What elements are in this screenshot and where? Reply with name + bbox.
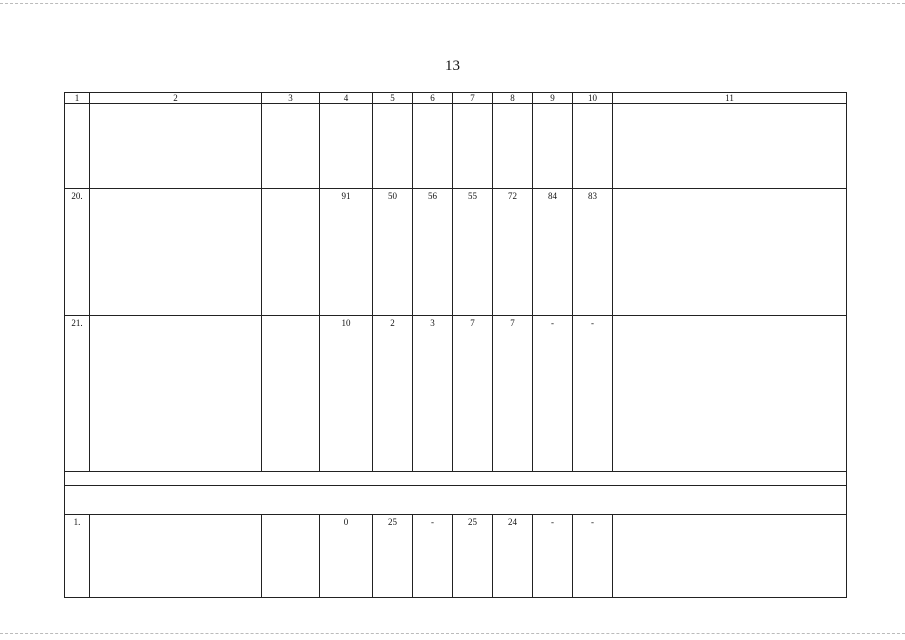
indicator-type [262,189,320,316]
indicator-type [262,515,320,598]
value-cell: 83 [573,189,613,316]
value-cell: 24 [493,515,533,598]
value-cell: 10 [320,316,373,472]
row-number: 1. [65,515,90,598]
indicator-name [90,515,262,598]
subprogram-title [65,472,847,486]
calculation-method [613,316,847,472]
value-cell: - [413,515,453,598]
value-cell: 3 [413,316,453,472]
value-cell [373,104,413,189]
header-col-1: 1 [65,93,90,104]
value-cell: 56 [413,189,453,316]
header-col-6: 6 [413,93,453,104]
subprogram-row [65,472,847,486]
scan-edge-top [0,3,905,4]
value-cell: 0 [320,515,373,598]
value-cell [320,104,373,189]
indicator-name [90,189,262,316]
main-activity-row [65,486,847,515]
header-col-5: 5 [373,93,413,104]
indicator-type [262,316,320,472]
header-col-8: 8 [493,93,533,104]
calculation-method [613,104,847,189]
value-cell [573,104,613,189]
table-row-continued [65,104,847,189]
value-cell: 50 [373,189,413,316]
header-col-7: 7 [453,93,493,104]
header-col-11: 11 [613,93,847,104]
header-col-10: 10 [573,93,613,104]
value-cell: 25 [373,515,413,598]
value-cell: 55 [453,189,493,316]
page-number: 13 [445,58,460,74]
value-cell [533,104,573,189]
indicator-type [262,104,320,189]
calculation-method [613,515,847,598]
header-col-3: 3 [262,93,320,104]
value-cell [453,104,493,189]
indicator-name [90,104,262,189]
value-cell: - [573,316,613,472]
value-cell: 84 [533,189,573,316]
value-cell: - [573,515,613,598]
indicator-name [90,316,262,472]
header-col-4: 4 [320,93,373,104]
row-number [65,104,90,189]
header-col-2: 2 [90,93,262,104]
value-cell: - [533,515,573,598]
row-number: 21. [65,316,90,472]
value-cell: 72 [493,189,533,316]
table-row-1 [65,515,847,598]
indicators-table [64,92,847,598]
value-cell: 91 [320,189,373,316]
row-number: 20. [65,189,90,316]
header-row [65,93,847,104]
value-cell [413,104,453,189]
calculation-method [613,189,847,316]
scan-edge-bottom [0,633,905,634]
header-col-9: 9 [533,93,573,104]
value-cell: 25 [453,515,493,598]
value-cell: 7 [493,316,533,472]
value-cell: - [533,316,573,472]
value-cell: 2 [373,316,413,472]
table-row-20 [65,189,847,316]
main-activity-text [65,486,847,515]
table-row-21 [65,316,847,472]
value-cell: 7 [453,316,493,472]
value-cell [493,104,533,189]
